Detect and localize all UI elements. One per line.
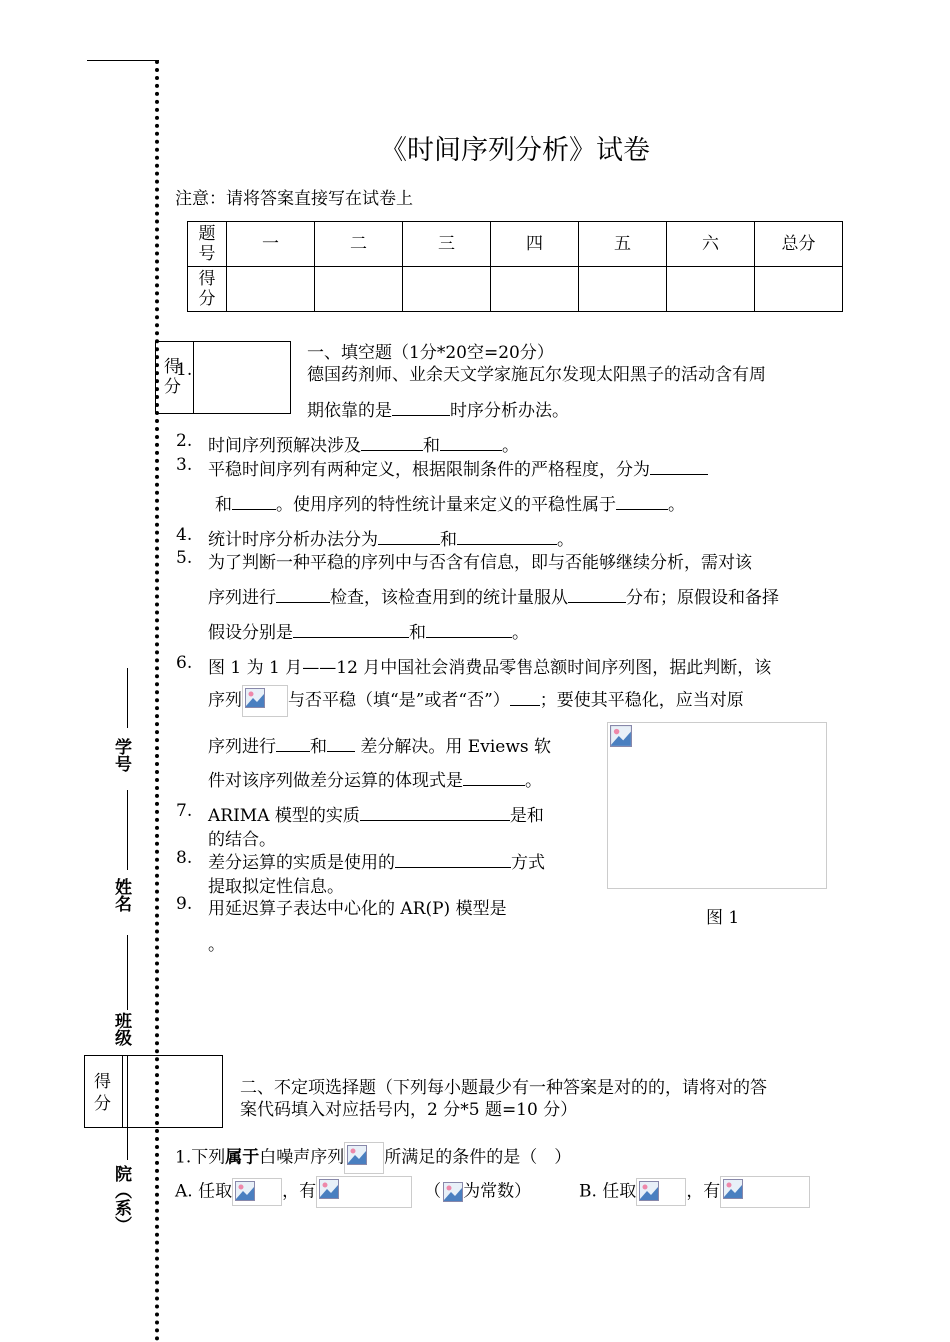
score-cell[interactable] [227,267,315,312]
q2-number: 2. [176,431,193,451]
q6-number: 6. [176,653,193,673]
s2-option-b[interactable]: B. 任取 ，有 [579,1176,810,1208]
q2-line: 时间序列预解决涉及 和 。 [208,431,519,456]
margin-rule-3 [127,935,128,1010]
blank[interactable] [378,527,440,545]
blank[interactable] [457,527,557,545]
q9-line2: 。 [208,935,225,955]
exam-note: 注意：请将答案直接写在试卷上 [175,189,413,209]
section2-title-line2: 案代码填入对应括号内，2 分*5 题=10 分） [240,1100,578,1120]
q1-line1: 德国药剂师、业余天文学家施瓦尔发现太阳黑子的活动含有周 [307,365,766,385]
q4-number: 4. [176,525,193,545]
header-col-total: 总分 [755,222,843,267]
q7-line1: ARIMA 模型的实质 是和 [208,801,544,826]
q9-number: 9. [176,894,193,914]
header-col-6: 六 [667,222,755,267]
q6-line3: 序列进行 和 差分解决。用 Eviews 软 [208,732,551,757]
score-cell[interactable] [667,267,755,312]
row-label: 得分 [188,267,227,312]
q5-line1: 为了判断一种平稳的序列中与否含有信息，即与否能够继续分析，需对该 [208,553,752,573]
q5-number: 5. [176,548,193,568]
score-cell[interactable] [315,267,403,312]
margin-rule-2 [127,790,128,870]
blank[interactable] [463,768,525,786]
blank[interactable] [568,585,626,603]
blank[interactable] [361,433,423,451]
q8-line2: 提取拟定性信息。 [208,877,344,897]
figure-1-image [607,722,827,889]
blank[interactable] [510,688,540,706]
blank[interactable] [616,492,668,510]
blank[interactable] [395,850,511,868]
score-cell[interactable] [491,267,579,312]
series-formula-image [242,685,288,717]
q1-line2: 期依靠的是 时序分析办法。 [307,396,569,421]
score-table [187,221,843,312]
blank[interactable] [650,457,708,475]
white-noise-formula-image [344,1142,384,1174]
blank[interactable] [232,492,276,510]
q6-line2: 序列 与否平稳（填“是”或者“否”） ；要使其平稳化，应当对原 [208,685,744,717]
q7-line2: 的结合。 [208,830,276,850]
blank[interactable] [276,585,330,603]
blank[interactable] [276,734,310,752]
q6-line1: 图 1 为 1 月——12 月中国社会消费品零售总额时间序列图，据此判断，该 [208,658,772,678]
q8-line1: 差分运算的实质是使用的 方式 [208,848,545,873]
section2-score-box [84,1055,223,1128]
section2-score-label: 得分 [94,1072,111,1114]
blank[interactable] [426,620,512,638]
q9-line1: 用延迟算子表达中心化的 AR(P) 模型是 [208,899,507,919]
option-a-const-image [441,1180,463,1204]
margin-label-student-id: 学号 [111,738,131,772]
binding-dashed-line [155,60,159,1342]
score-cell[interactable] [755,267,843,312]
q6-line4: 件对该序列做差分运算的体现式是 。 [208,766,542,791]
q4-line: 统计时序分析办法分为 和 。 [208,525,574,550]
header-col-4: 四 [491,222,579,267]
header-label: 题号 [188,222,227,267]
header-col-2: 二 [315,222,403,267]
option-a-formula-image [316,1176,412,1208]
header-col-1: 一 [227,222,315,267]
section1-title: 一、填空题（1分*20空=20分） [307,343,554,363]
s2-option-a[interactable]: A. 任取 ，有 （ 为常数） [175,1176,531,1208]
q3-number: 3. [176,455,193,475]
margin-label-class: 班级 [111,1012,131,1046]
blank[interactable] [360,803,510,821]
page-title: 《时间序列分析》试卷 [380,135,650,166]
option-a-var-image [232,1178,282,1206]
header-col-5: 五 [579,222,667,267]
blank[interactable] [392,398,450,416]
option-b-var-image [636,1178,686,1206]
margin-rule-1 [127,668,128,728]
s2-q1-line: 1.下列属于白噪声序列 所满足的条件的是（ ） [175,1142,571,1174]
score-cell[interactable] [579,267,667,312]
section1-score-label: 得分 [164,357,181,397]
score-cell[interactable] [403,267,491,312]
q5-line2: 序列进行 检查，该检查用到的统计量服从 分布；原假设和备择 [208,583,779,608]
q7-number: 7. [176,801,193,821]
binding-top-line [87,60,159,61]
option-b-formula-image [720,1176,810,1208]
q1-number: 1. [176,360,193,380]
header-col-3: 三 [403,222,491,267]
q8-number: 8. [176,848,193,868]
q3-line1: 平稳时间序列有两种定义，根据限制条件的严格程度，分为 [208,455,708,480]
margin-label-department: 院（系） [111,1165,131,1233]
margin-label-name: 姓名 [111,878,131,912]
q3-line2: 和 。使用序列的特性统计量来定义的平稳性属于 。 [215,490,685,515]
section2-title-line1: 二、不定项选择题（下列每小题最少有一种答案是对的的，请将对的答 [240,1078,767,1098]
blank[interactable] [327,734,355,752]
blank[interactable] [293,620,409,638]
blank[interactable] [440,433,502,451]
q5-line3: 假设分别是 和 。 [208,618,529,643]
figure-1-caption: 图 1 [706,908,740,928]
